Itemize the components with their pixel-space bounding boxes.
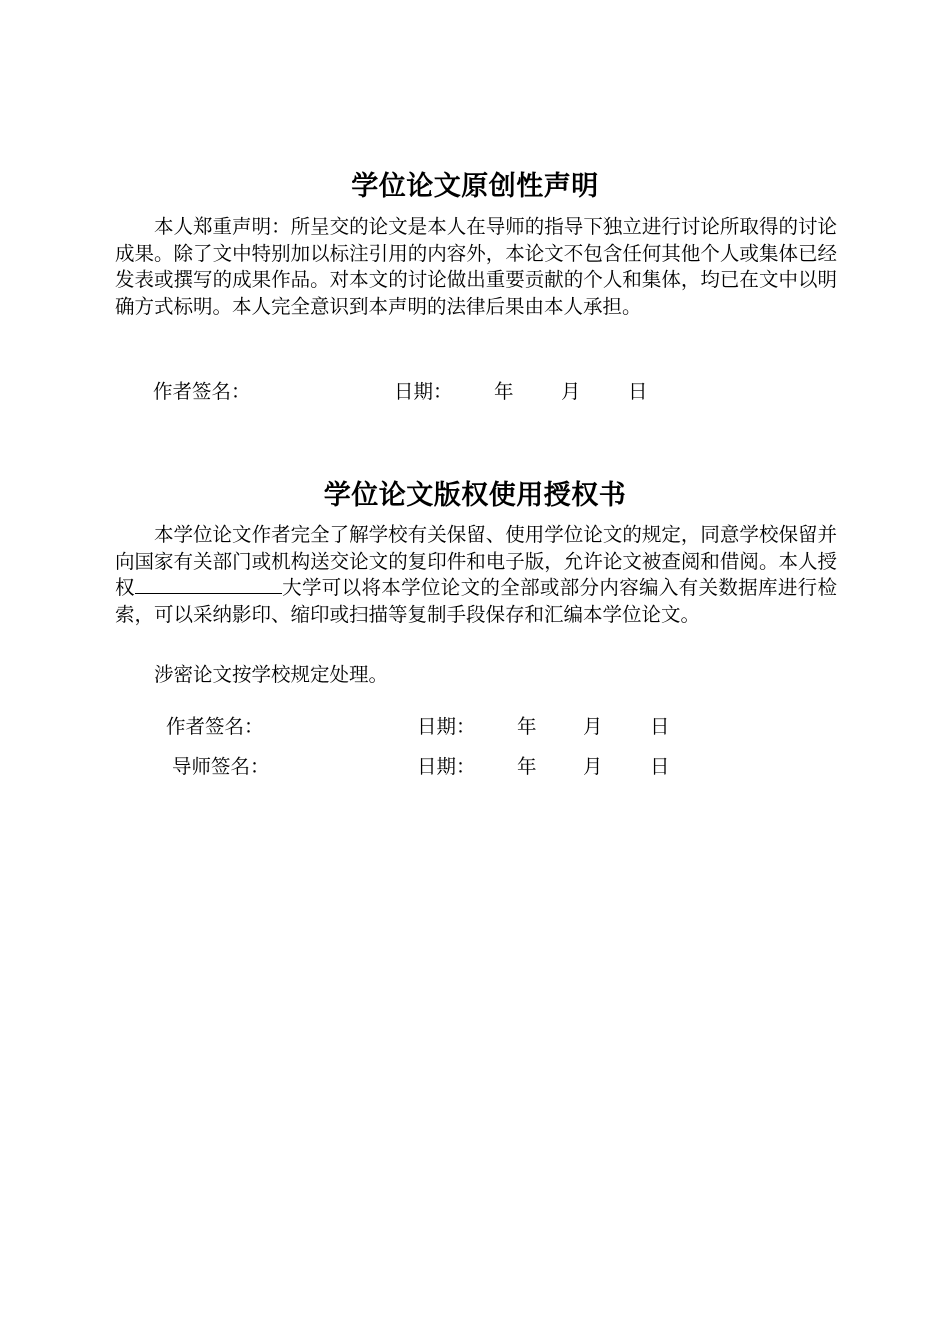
university-name-blank xyxy=(135,576,282,594)
year-label: 年 xyxy=(517,715,537,738)
authorization-title: 学位论文版权使用授权书 xyxy=(323,480,627,512)
year-label: 年 xyxy=(494,380,514,403)
declaration-paragraph: 本人郑重声明：所呈交的论文是本人在导师的指导下独立进行讨论所取得的讨论成果。除了文中特别加以标注引用的内容外，本论文不包含任何其他个人或集体已经发表或撰写的成果作品。对本文的讨论做出重要贡献的个人和集体，均已在文中以明确方式标明。本人完全意识到本声明的法律后果由本人承担。 xyxy=(115,215,837,318)
date-label: 日期： xyxy=(394,380,453,403)
authorization-paragraph xyxy=(115,522,837,628)
day-label: 日 xyxy=(650,715,670,738)
year-label: 年 xyxy=(517,755,537,778)
month-label: 月 xyxy=(583,755,603,778)
author-signature-label: 作者签名： xyxy=(153,380,251,403)
author-signature-label: 作者签名： xyxy=(166,715,264,738)
date-label: 日期： xyxy=(417,755,476,778)
secret-note: 涉密论文按学校规定处理。 xyxy=(154,663,389,686)
date-label: 日期： xyxy=(417,715,476,738)
day-label: 日 xyxy=(628,380,648,403)
declaration-title: 学位论文原创性声明 xyxy=(351,171,599,203)
declaration-signature-row xyxy=(153,379,713,405)
authorization-text-after-blank: 大学可以将本学位论文的全部或部分内容编入有关数据库进行检索，可以采纳影印、缩印或扫描等复制手段保存和汇编本学位论文。 xyxy=(115,576,837,626)
day-label: 日 xyxy=(650,755,670,778)
advisor-signature-row xyxy=(172,754,732,780)
month-label: 月 xyxy=(561,380,581,403)
author-signature-row xyxy=(166,714,726,740)
advisor-signature-label: 导师签名： xyxy=(172,755,270,778)
month-label: 月 xyxy=(583,715,603,738)
authorization-text-before-blank: 本学位论文作者完全了解学校有关保留、使用学位论文的规定，同意学校保留并向国家有关部门或机构送交论文的复印件和电子版，允许论文被查阅和借阅。本人授权 xyxy=(115,523,837,599)
